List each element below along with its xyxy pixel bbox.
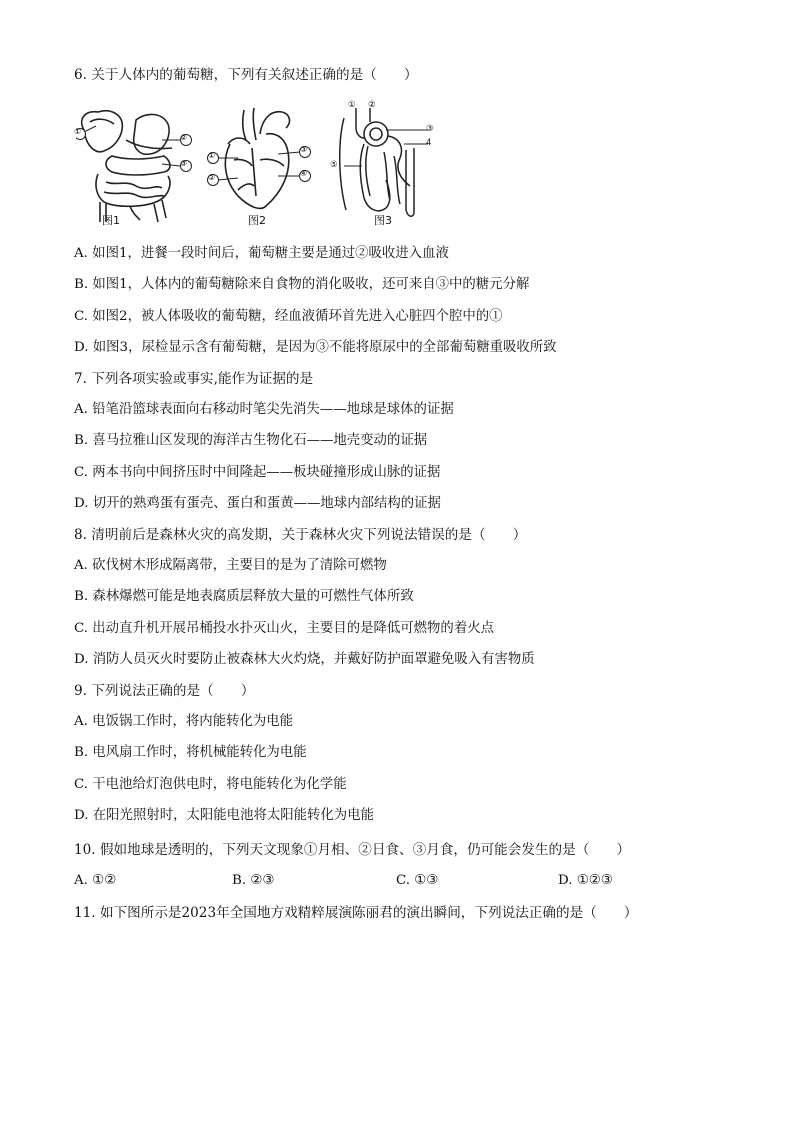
fig1-marker-3: ③ [180,159,188,168]
q6-option-b: B. 如图1，人体内的葡萄糖除来自食物的消化吸收，还可来自③中的糖元分解 [74,277,530,292]
q8-option-a: A. 砍伐树木形成隔离带，主要目的是为了清除可燃物 [74,558,387,573]
figure-2-heart [204,100,314,228]
q9-stem: 9. 下列说法正确的是（ ） [74,683,255,699]
fig3-marker-1: ① [348,100,356,110]
fig3-marker-2: ② [368,100,376,110]
q10-option-c: C. ①③ [396,873,439,888]
q8-stem: 8. 清明前后是森林火灾的高发期，关于森林火灾下列说法错误的是（ ） [74,527,527,543]
nephron-drawing [324,100,444,228]
fig3-marker-3: ③ [426,124,434,134]
fig1-marker-2: ② [180,133,188,142]
q10-option-a: A. ①② [74,873,117,888]
q9-option-c: C. 干电池给灯泡供电时，将电能转化为化学能 [74,777,347,792]
figure-2-label: 图2 [248,214,266,227]
q9-option-a: A. 电饭锅工作时，将内能转化为电能 [74,714,294,729]
fig2-marker-4: ④ [300,169,308,178]
q6-option-d: D. 如图3，尿检显示含有葡萄糖，是因为③不能将原尿中的全部葡萄糖重吸收所致 [74,340,557,355]
q10-option-d: D. ①②③ [558,873,613,888]
figure-3-label: 图3 [374,214,392,227]
q10-stem: 10. 假如地球是透明的，下列天文现象①月相、②日食、③月食，仍可能会发生的是（ ） [74,842,631,858]
q10-options [74,873,714,891]
fig2-marker-2: ② [208,173,216,182]
q6-option-c: C. 如图2，被人体吸收的葡萄糖，经血液循环首先进入心脏四个腔中的① [74,309,503,324]
heart-drawing [204,100,314,228]
fig2-marker-3: ③ [300,145,308,154]
q8-option-c: C. 出动直升机开展吊桶投水扑灭山火，主要目的是降低可燃物的着火点 [74,621,494,636]
figure-1-digestive-system [76,100,196,228]
digestive-system-drawing [76,100,196,228]
q7-option-d: D. 切开的熟鸡蛋有蛋壳、蛋白和蛋黄——地球内部结构的证据 [74,496,441,511]
fig2-marker-1: ① [208,151,216,160]
q10-option-b: B. ②③ [232,873,275,888]
fig3-marker-4: 4 [426,138,432,148]
fig1-marker-1: ① [74,127,82,136]
q6-stem: 6. 关于人体内的葡萄糖，下列有关叙述正确的是（ ） [74,67,418,83]
q8-option-d: D. 消防人员灭火时要防止被森林大火灼烧，并戴好防护面罩避免吸入有害物质 [74,652,535,667]
q9-option-b: B. 电风扇工作时，将机械能转化为电能 [74,745,307,760]
fig3-marker-5: ⑤ [330,160,338,170]
q6-figures [76,100,446,228]
q8-option-b: B. 森林爆燃可能是地表腐质层释放大量的可燃性气体所致 [74,589,414,604]
q6-option-a: A. 如图1，进餐一段时间后，葡萄糖主要是通过②吸收进入血液 [74,246,449,261]
q7-option-b: B. 喜马拉雅山区发现的海洋古生物化石——地壳变动的证据 [74,433,428,448]
q7-option-c: C. 两本书向中间挤压时中间隆起——板块碰撞形成山脉的证据 [74,465,441,480]
q7-option-a: A. 铅笔沿篮球表面向右移动时笔尖先消失——地球是球体的证据 [74,402,454,417]
q7-stem: 7. 下列各项实验或事实,能作为证据的是 [74,371,314,387]
q9-option-d: D. 在阳光照射时，太阳能电池将太阳能转化为电能 [74,808,374,823]
figure-1-label: 图1 [102,214,120,227]
figure-3-nephron [324,100,444,228]
q11-stem: 11. 如下图所示是2023年全国地方戏精粹展演陈丽君的演出瞬间，下列说法正确的是（ ） [74,905,638,921]
